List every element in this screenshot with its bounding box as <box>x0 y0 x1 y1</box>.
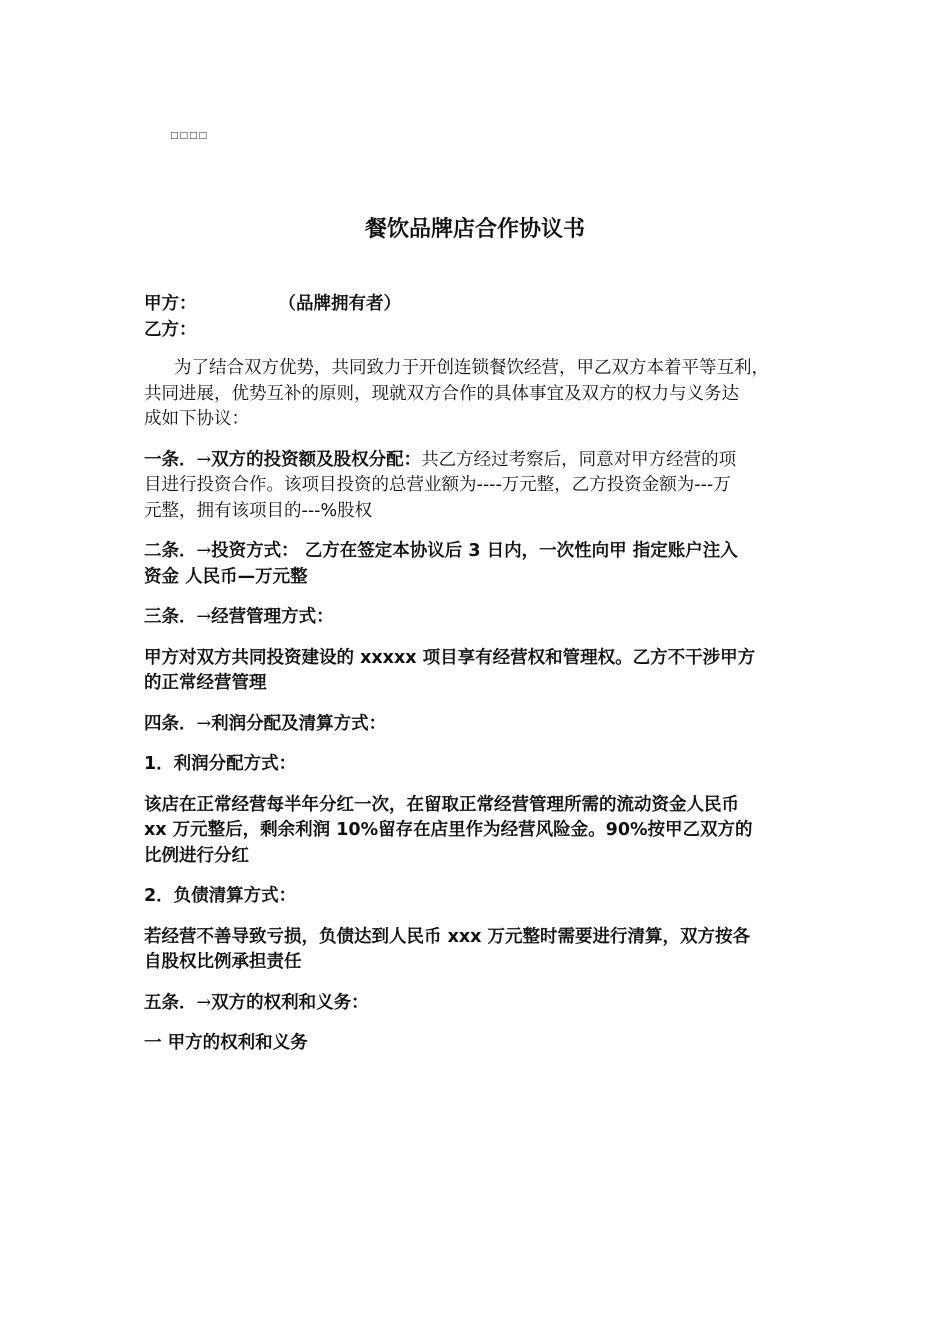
arrow-icon: → <box>196 607 212 627</box>
article-5-sub-1-heading: 一 甲方的权利和义务 <box>144 1033 308 1053</box>
arrow-icon: → <box>196 449 212 470</box>
article-4-sub-2-body <box>144 925 824 976</box>
header-mark: □□□□ <box>170 131 209 141</box>
document-body <box>144 292 824 1057</box>
article-4-sub-1-line-2: xx 万元整后，剩余利润 10%留存在店里作为经营风险金。90%按甲乙双方的 <box>144 820 753 840</box>
article-5-heading: 双方的权利和义务： <box>211 992 369 1013</box>
article-1-prefix: 一条． <box>144 449 197 470</box>
article-4-heading-line <box>144 712 824 738</box>
intro-line-3: 成如下协议： <box>144 409 249 429</box>
arrow-icon: → <box>196 541 212 561</box>
party-a-note: （品牌拥有者） <box>278 294 401 314</box>
article-4-sub-2-heading: 2．负债清算方式： <box>144 886 297 906</box>
article-1 <box>144 448 824 525</box>
article-3-heading-line <box>144 605 824 631</box>
party-b-label: 乙方： <box>144 319 197 340</box>
article-5-heading-line <box>144 991 824 1017</box>
article-3-body <box>144 646 824 697</box>
article-4-sub-2-line-1: 若经营不善导致亏损，负债达到人民币 xxx 万元整时需要进行清算，双方按各 <box>144 926 751 947</box>
arrow-icon: → <box>196 992 212 1013</box>
article-3-heading: 经营管理方式： <box>211 607 334 627</box>
article-4-prefix: 四条． <box>144 713 197 734</box>
article-4-sub-1-line-3: 比例进行分红 <box>144 845 249 866</box>
party-b-line <box>144 318 824 344</box>
article-4-sub-1-heading: 1．利润分配方式： <box>144 754 297 774</box>
article-1-line-3: 元整，拥有该项目的---%股权 <box>144 500 373 521</box>
arrow-icon: → <box>196 713 212 734</box>
party-a-line <box>144 292 824 318</box>
article-4-sub-1-line-1: 该店在正常经营每半年分红一次，在留取正常经营管理所需的流动资金人民币 <box>144 794 739 815</box>
article-3-line-2: 的正常经营管理 <box>144 673 267 693</box>
article-2 <box>144 539 824 590</box>
article-2-text: 投资方式： 乙方在签定本协议后 3 日内，一次性向甲 指定账户注入 <box>211 541 738 561</box>
article-2-line-2: 资金 人民币—万元整 <box>144 566 308 587</box>
article-1-text: 共乙方经过考察后，同意对甲方经营的项 <box>421 449 737 470</box>
document-title: 餐饮品牌店合作协议书 <box>364 217 585 242</box>
article-1-line-2: 目进行投资合作。该项目投资的总营业额为----万元整，乙方投资金额为---万 <box>144 475 731 495</box>
article-4-sub-1-body <box>144 793 824 870</box>
intro-line-1: 为了结合双方优势，共同致力于开创连锁餐饮经营，甲乙双方本着平等互利， <box>174 358 769 378</box>
article-3-line-1: 甲方对双方共同投资建设的 xxxxx 项目享有经营权和管理权。乙方不干涉甲方 <box>144 647 756 668</box>
article-4-heading: 利润分配及清算方式： <box>211 713 387 734</box>
article-4-sub-2-line-2: 自股权比例承担责任 <box>144 952 302 972</box>
intro-paragraph <box>144 356 824 433</box>
intro-line-2: 共同进展，优势互补的原则，现就双方合作的具体事宜及双方的权力与义务达 <box>144 383 739 404</box>
article-1-heading: 双方的投资额及股权分配： <box>211 449 422 470</box>
article-3-prefix: 三条． <box>144 607 197 627</box>
party-a-label: 甲方： <box>144 294 197 314</box>
article-2-prefix: 二条． <box>144 541 197 561</box>
article-5-prefix: 五条． <box>144 992 197 1013</box>
